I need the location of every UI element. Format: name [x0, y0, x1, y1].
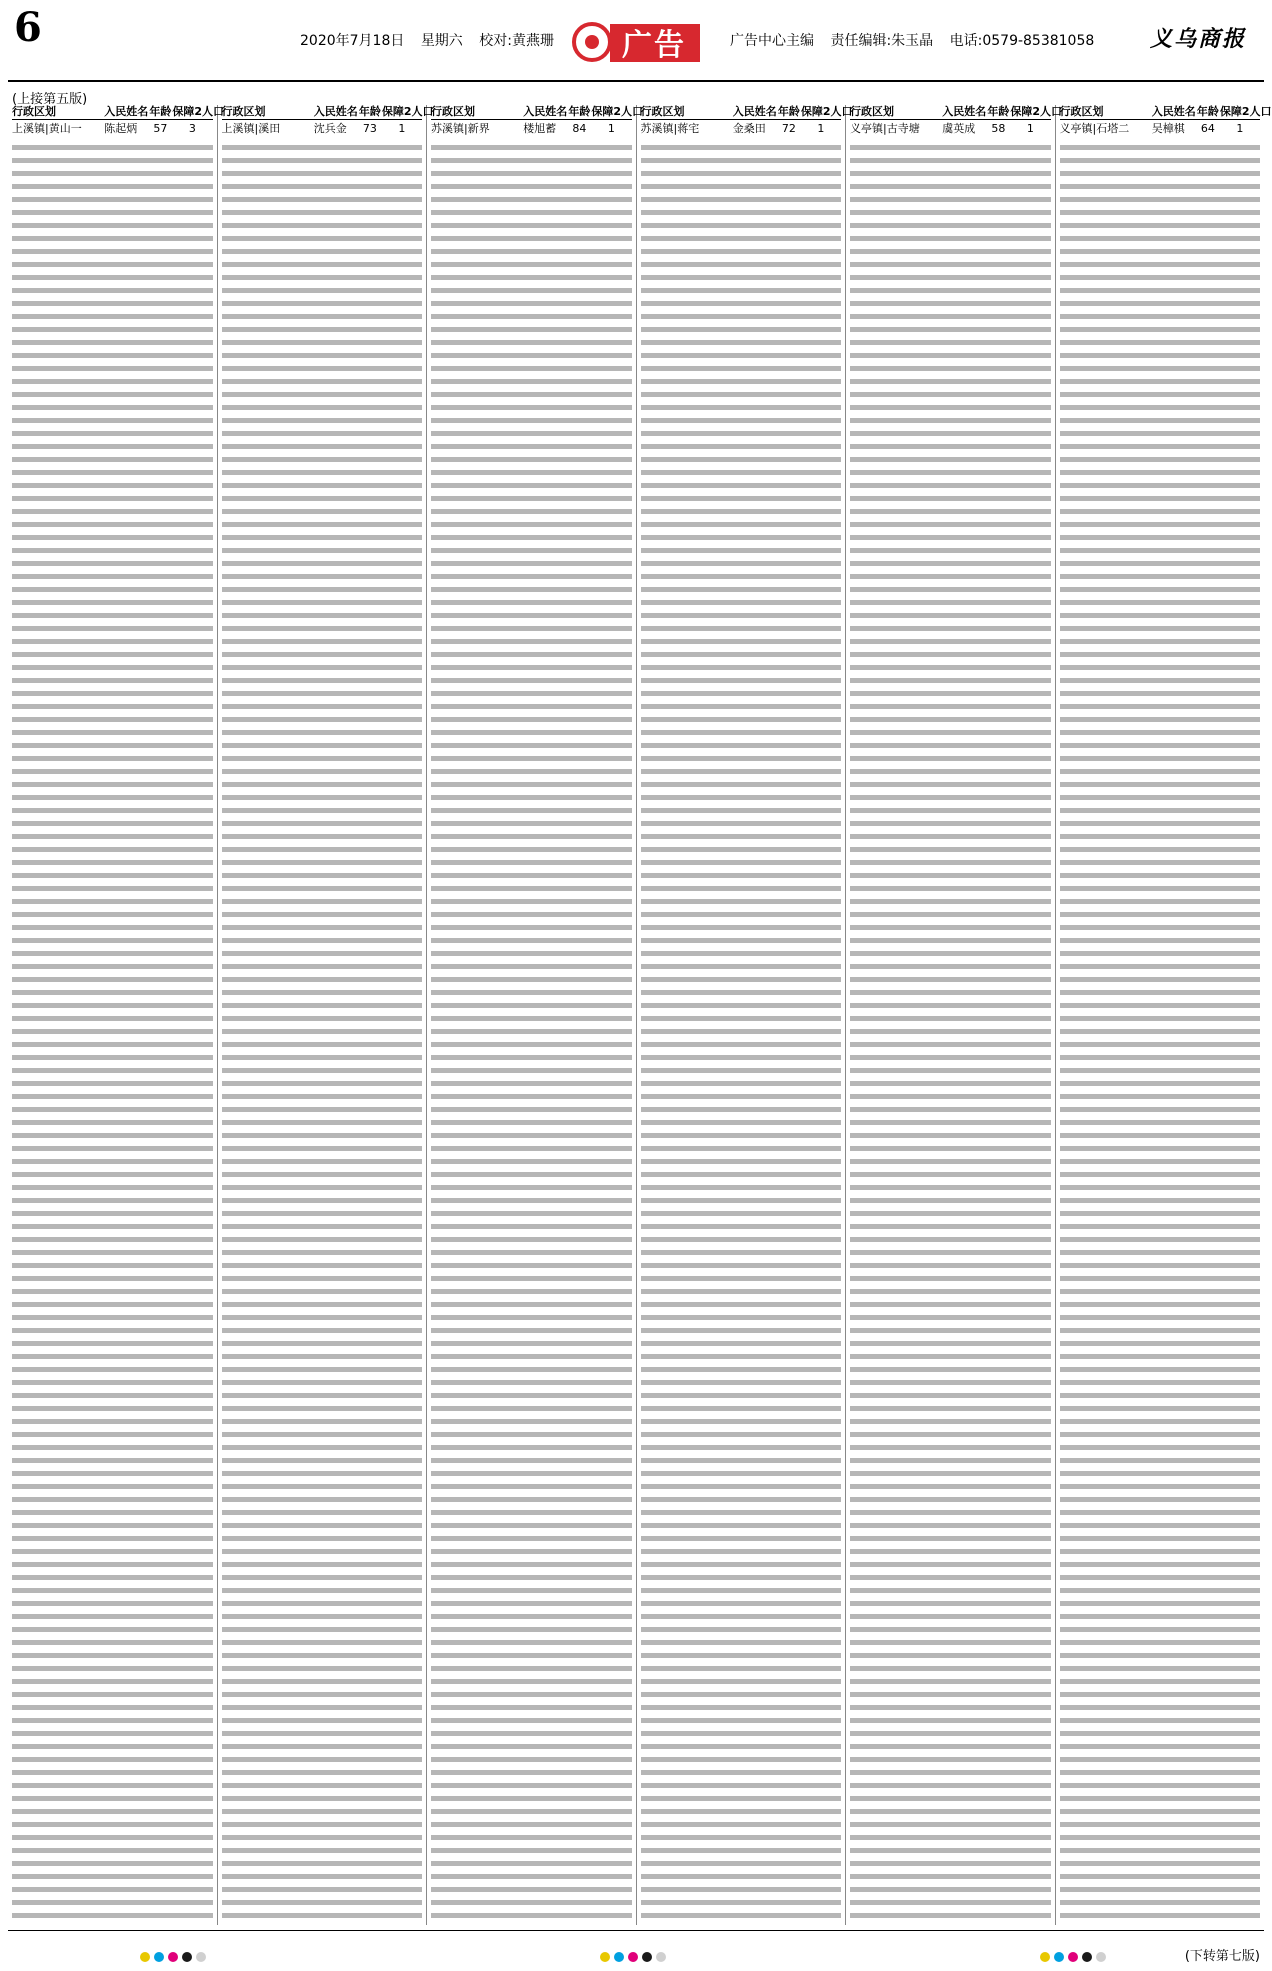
color-registration-marks: [600, 1952, 666, 1962]
section-title: 广告: [622, 28, 686, 63]
registration-dot: [642, 1952, 652, 1962]
cell-region: 义亭镇|古寺塘: [850, 122, 920, 135]
registration-dot: [1054, 1952, 1064, 1962]
cell-age: 72: [781, 122, 796, 135]
color-registration-marks: [1040, 1952, 1106, 1962]
column-header-row: [1059, 105, 1272, 120]
column-header-row: [640, 105, 853, 120]
cell-region: 义亭镇|石塔二: [1059, 122, 1130, 135]
cell-region: 上溪镇|溪田: [221, 122, 281, 135]
continued-from: (上接第五版): [12, 92, 88, 107]
header-rule: [8, 80, 1264, 82]
header-count: 保障2人口: [1010, 105, 1063, 118]
cell-count: 1: [398, 122, 406, 135]
editor-meta: [730, 30, 1106, 50]
column-header-row: [12, 105, 225, 120]
issue-date: 2020年7月18日: [300, 33, 405, 49]
dense-listing-block: [641, 141, 842, 1925]
header-region: 行政区划: [1059, 105, 1104, 118]
header-name: 入民姓名: [104, 105, 149, 118]
cell-age: 64: [1200, 122, 1215, 135]
header-name: 入民姓名: [732, 105, 777, 118]
continued-to: (下转第七版): [1184, 1949, 1260, 1964]
header-name: 入民姓名: [523, 105, 568, 118]
cell-name: 金桑田: [732, 122, 766, 135]
header-age: 年龄: [987, 105, 1010, 118]
table-row: [850, 122, 1051, 136]
cell-age: 57: [153, 122, 168, 135]
header-count: 保障2人口: [591, 105, 644, 118]
registration-dot: [196, 1952, 206, 1962]
header-age: 年龄: [358, 105, 381, 118]
cell-count: 1: [817, 122, 825, 135]
header-count: 保障2人口: [381, 105, 434, 118]
cell-region: 上溪镇|黄山一: [12, 122, 82, 135]
cell-age: 58: [991, 122, 1006, 135]
proofreader: 校对:黄燕珊: [479, 33, 554, 49]
registration-dot: [1082, 1952, 1092, 1962]
cell-count: 1: [1236, 122, 1244, 135]
page-header: [0, 0, 1272, 84]
header-count: 保障2人口: [800, 105, 853, 118]
section-owner: 广告中心主编: [730, 33, 814, 49]
header-name: 入民姓名: [942, 105, 987, 118]
header-region: 行政区划: [640, 105, 685, 118]
header-region: 行政区划: [850, 105, 894, 118]
dense-listing-block: [222, 141, 423, 1925]
header-age: 年龄: [149, 105, 172, 118]
header-age: 年龄: [777, 105, 800, 118]
issue-meta: [300, 30, 566, 50]
color-registration-marks: [140, 1952, 206, 1962]
table-row: [431, 122, 632, 136]
cell-age: 73: [362, 122, 377, 135]
cell-name: 虞英成: [942, 122, 976, 135]
listing-column: [1056, 105, 1272, 1925]
listing-column: [846, 105, 1063, 1925]
cell-name: 吴樟棋: [1151, 122, 1185, 135]
issue-weekday: 星期六: [420, 33, 463, 49]
cell-count: 1: [1026, 122, 1034, 135]
masthead-logo: 义乌商报: [1150, 26, 1247, 52]
cell-count: 3: [188, 122, 196, 135]
cell-count: 1: [607, 122, 615, 135]
dense-listing-block: [850, 141, 1051, 1925]
table-row: [641, 122, 842, 136]
dense-listing-block: [1060, 141, 1261, 1925]
header-name: 入民姓名: [313, 105, 358, 118]
dense-listing-block: [431, 141, 632, 1925]
header-count: 保障2人口: [1219, 105, 1272, 118]
registration-dot: [168, 1952, 178, 1962]
registration-dot: [1068, 1952, 1078, 1962]
phone: 电话:0579-85381058: [949, 33, 1095, 49]
table-row: [1060, 122, 1261, 136]
header-age: 年龄: [568, 105, 591, 118]
listing-column: [427, 105, 644, 1925]
column-header-row: [850, 105, 1063, 120]
registration-dot: [1040, 1952, 1050, 1962]
registration-dot: [182, 1952, 192, 1962]
column-header-row: [431, 105, 644, 120]
registration-dot: [614, 1952, 624, 1962]
page-number: 6: [14, 4, 42, 51]
column-header-row: [221, 105, 434, 120]
listing-column: [8, 105, 225, 1925]
header-region: 行政区划: [221, 105, 266, 118]
table-row: [222, 122, 423, 136]
cell-name: 楼旭蓄: [523, 122, 557, 135]
table-row: [12, 122, 213, 136]
listing-column: [637, 105, 853, 1925]
header-age: 年龄: [1196, 105, 1219, 118]
registration-dot: [154, 1952, 164, 1962]
cell-region: 苏溪镇|蒋宅: [640, 122, 700, 135]
cell-region: 苏溪镇|新界: [431, 122, 490, 135]
footer-rule: [8, 1930, 1264, 1931]
cell-name: 沈兵金: [313, 122, 347, 135]
dense-listing-block: [12, 141, 213, 1925]
header-region: 行政区划: [431, 105, 475, 118]
cell-name: 陈起炳: [104, 122, 138, 135]
registration-dot: [140, 1952, 150, 1962]
editor: 责任编辑:朱玉晶: [830, 33, 934, 49]
listing-columns: [8, 105, 1272, 1925]
cell-age: 84: [572, 122, 587, 135]
registration-dot: [1096, 1952, 1106, 1962]
listing-column: [218, 105, 434, 1925]
registration-dot: [628, 1952, 638, 1962]
header-name: 入民姓名: [1151, 105, 1196, 118]
registration-dot: [656, 1952, 666, 1962]
section-banner: [570, 12, 705, 72]
header-region: 行政区划: [12, 105, 56, 118]
header-count: 保障2人口: [172, 105, 225, 118]
registration-dot: [600, 1952, 610, 1962]
